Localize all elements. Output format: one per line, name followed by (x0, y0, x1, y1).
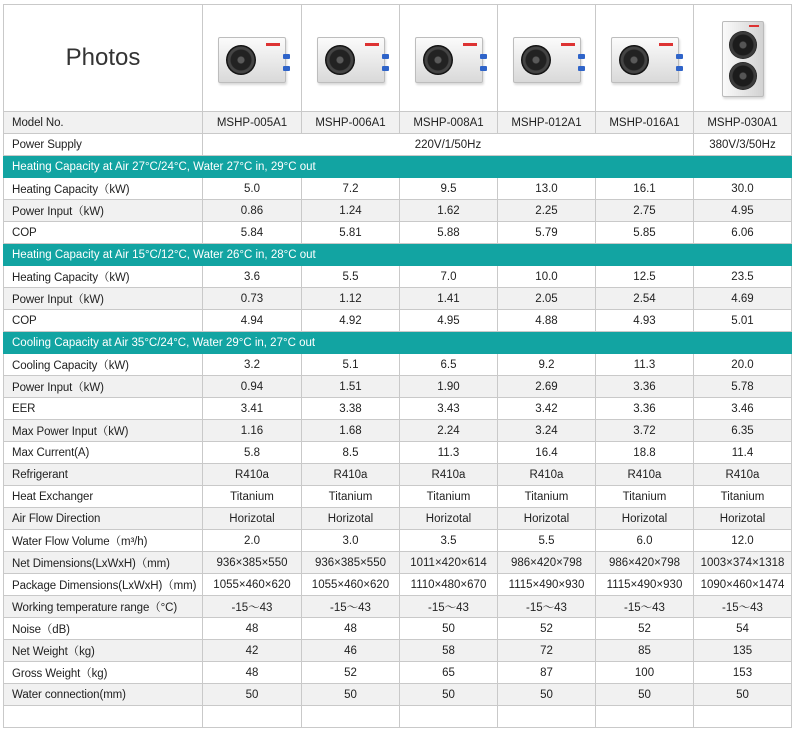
spec-label: Heating Capacity（kW) (4, 178, 203, 200)
spec-value: 4.95 (694, 200, 792, 222)
empty-cell (498, 706, 596, 728)
spec-value: Horizotal (596, 508, 694, 530)
spec-row (4, 376, 792, 398)
spec-value: 87 (498, 662, 596, 684)
spec-value: Titanium (302, 486, 400, 508)
spec-value: 5.84 (203, 222, 302, 244)
power-supply-three-phase: 380V/3/50Hz (694, 134, 792, 156)
spec-value: 23.5 (694, 266, 792, 288)
spec-value: 6.0 (596, 530, 694, 552)
spec-label: Max Power Input（kW) (4, 420, 203, 442)
section-header-row (4, 156, 792, 178)
spec-value: 50 (203, 684, 302, 706)
spec-value: 1090×460×1474 (694, 574, 792, 596)
spec-value: Titanium (400, 486, 498, 508)
section-title: Heating Capacity at Air 27°C/24°C, Water 27°C in, 29°C out (4, 156, 792, 178)
spec-value: 5.78 (694, 376, 792, 398)
spec-label: Working temperature range（°C) (4, 596, 203, 618)
spec-value: 6.06 (694, 222, 792, 244)
heat-pump-unit-icon (611, 37, 679, 83)
spec-value: Titanium (694, 486, 792, 508)
section-title: Heating Capacity at Air 15°C/12°C, Water 26°C in, 28°C out (4, 244, 792, 266)
spec-value: 3.36 (596, 376, 694, 398)
spec-row (4, 420, 792, 442)
spec-value: 65 (400, 662, 498, 684)
model-cell: MSHP-005A1 (203, 112, 302, 134)
spec-row (4, 222, 792, 244)
spec-value: Horizotal (302, 508, 400, 530)
spec-value: 986×420×798 (498, 552, 596, 574)
spec-value: 6.35 (694, 420, 792, 442)
spec-value: 936×385×550 (203, 552, 302, 574)
spec-value: 54 (694, 618, 792, 640)
spec-row (4, 354, 792, 376)
spec-value: 3.43 (400, 398, 498, 420)
model-row (4, 112, 792, 134)
spec-value: 3.36 (596, 398, 694, 420)
spec-value: 13.0 (498, 178, 596, 200)
spec-value: 986×420×798 (596, 552, 694, 574)
spec-value: 5.0 (203, 178, 302, 200)
spec-value: 0.73 (203, 288, 302, 310)
spec-value: 16.4 (498, 442, 596, 464)
power-supply-label: Power Supply (4, 134, 203, 156)
unit-photo-cell (302, 5, 400, 112)
spec-value: 11.3 (596, 354, 694, 376)
spec-value: Titanium (203, 486, 302, 508)
spec-value: 3.0 (302, 530, 400, 552)
unit-photo-cell (596, 5, 694, 112)
spec-value: 18.8 (596, 442, 694, 464)
spec-value: 20.0 (694, 354, 792, 376)
spec-value: 50 (302, 684, 400, 706)
spec-row (4, 178, 792, 200)
spec-label: Package Dimensions(LxWxH)（mm) (4, 574, 203, 596)
empty-cell (302, 706, 400, 728)
spec-value: 85 (596, 640, 694, 662)
unit-photo-cell (400, 5, 498, 112)
heat-pump-unit-icon (317, 37, 385, 83)
spec-value: 9.5 (400, 178, 498, 200)
spec-value: 1115×490×930 (498, 574, 596, 596)
spec-value: 0.86 (203, 200, 302, 222)
spec-value: -15～43 (596, 596, 694, 618)
spec-value: 3.46 (694, 398, 792, 420)
spec-row (4, 574, 792, 596)
spec-value: 1.12 (302, 288, 400, 310)
spec-value: 12.0 (694, 530, 792, 552)
spec-value: 135 (694, 640, 792, 662)
spec-value: 1.68 (302, 420, 400, 442)
heat-pump-unit-icon (218, 37, 286, 83)
section-title: Cooling Capacity at Air 35°C/24°C, Water 29°C in, 27°C out (4, 332, 792, 354)
heat-pump-unit-icon (415, 37, 483, 83)
spec-value: 10.0 (498, 266, 596, 288)
spec-row (4, 442, 792, 464)
spec-value: 1.16 (203, 420, 302, 442)
spec-value: 3.5 (400, 530, 498, 552)
spec-row (4, 266, 792, 288)
spec-value: 4.92 (302, 310, 400, 332)
spec-value: 2.75 (596, 200, 694, 222)
model-cell: MSHP-008A1 (400, 112, 498, 134)
spec-value: 1.62 (400, 200, 498, 222)
spec-value: R410a (694, 464, 792, 486)
spec-value: 50 (498, 684, 596, 706)
spec-value: 30.0 (694, 178, 792, 200)
spec-value: 5.85 (596, 222, 694, 244)
spec-value: 2.05 (498, 288, 596, 310)
spec-value: 52 (498, 618, 596, 640)
empty-cell (4, 706, 203, 728)
spec-value: 9.2 (498, 354, 596, 376)
spec-row (4, 310, 792, 332)
spec-value: 5.5 (498, 530, 596, 552)
empty-row (4, 706, 792, 728)
spec-row (4, 552, 792, 574)
spec-value: 4.69 (694, 288, 792, 310)
spec-value: 1.41 (400, 288, 498, 310)
spec-label: Net Weight（kg) (4, 640, 203, 662)
spec-value: 8.5 (302, 442, 400, 464)
spec-value: 1.51 (302, 376, 400, 398)
spec-value: 5.5 (302, 266, 400, 288)
spec-value: 2.25 (498, 200, 596, 222)
spec-value: Titanium (596, 486, 694, 508)
spec-value: 58 (400, 640, 498, 662)
spec-label: Cooling Capacity（kW) (4, 354, 203, 376)
spec-value: 1055×460×620 (203, 574, 302, 596)
spec-value: 3.72 (596, 420, 694, 442)
spec-value: R410a (596, 464, 694, 486)
spec-label: Refrigerant (4, 464, 203, 486)
spec-value: 3.38 (302, 398, 400, 420)
spec-value: 11.4 (694, 442, 792, 464)
spec-value: 1.24 (302, 200, 400, 222)
spec-value: 0.94 (203, 376, 302, 398)
spec-value: 1.90 (400, 376, 498, 398)
model-cell: MSHP-030A1 (694, 112, 792, 134)
spec-value: 48 (302, 618, 400, 640)
spec-value: 72 (498, 640, 596, 662)
spec-value: Horizotal (694, 508, 792, 530)
spec-row (4, 288, 792, 310)
spec-value: 52 (302, 662, 400, 684)
model-cell: MSHP-016A1 (596, 112, 694, 134)
model-label: Model No. (4, 112, 203, 134)
spec-label: COP (4, 222, 203, 244)
empty-cell (694, 706, 792, 728)
spec-value: 7.0 (400, 266, 498, 288)
spec-row (4, 508, 792, 530)
spec-value: 52 (596, 618, 694, 640)
spec-label: Power Input（kW) (4, 288, 203, 310)
spec-value: 50 (400, 618, 498, 640)
spec-value: 3.42 (498, 398, 596, 420)
spec-value: 1110×480×670 (400, 574, 498, 596)
unit-photo-cell (203, 5, 302, 112)
unit-photo-cell (498, 5, 596, 112)
spec-label: Power Input（kW) (4, 376, 203, 398)
spec-row (4, 398, 792, 420)
spec-value: 3.41 (203, 398, 302, 420)
spec-label: Power Input（kW) (4, 200, 203, 222)
spec-value: Horizotal (203, 508, 302, 530)
spec-row (4, 596, 792, 618)
photos-label: Photos (4, 5, 203, 112)
spec-value: 3.2 (203, 354, 302, 376)
spec-value: 50 (400, 684, 498, 706)
spec-value: 4.88 (498, 310, 596, 332)
spec-label: Water Flow Volume（m³/h) (4, 530, 203, 552)
spec-value: 48 (203, 662, 302, 684)
spec-value: 16.1 (596, 178, 694, 200)
spec-label: EER (4, 398, 203, 420)
spec-label: Net Dimensions(LxWxH)（mm) (4, 552, 203, 574)
spec-label: Max Current(A) (4, 442, 203, 464)
spec-value: 5.79 (498, 222, 596, 244)
spec-value: 50 (596, 684, 694, 706)
spec-value: 2.0 (203, 530, 302, 552)
spec-value: 2.69 (498, 376, 596, 398)
spec-value: 5.8 (203, 442, 302, 464)
empty-cell (203, 706, 302, 728)
spec-value: 1055×460×620 (302, 574, 400, 596)
power-supply-single-phase: 220V/1/50Hz (203, 134, 694, 156)
spec-value: -15～43 (203, 596, 302, 618)
photos-row (4, 5, 792, 112)
spec-row (4, 662, 792, 684)
spec-value: 5.1 (302, 354, 400, 376)
spec-row (4, 684, 792, 706)
spec-value: 48 (203, 618, 302, 640)
spec-value: 5.01 (694, 310, 792, 332)
spec-value: R410a (498, 464, 596, 486)
spec-value: 50 (694, 684, 792, 706)
spec-value: 5.81 (302, 222, 400, 244)
spec-value: 936×385×550 (302, 552, 400, 574)
spec-value: 4.95 (400, 310, 498, 332)
spec-label: Heating Capacity（kW) (4, 266, 203, 288)
spec-value: 6.5 (400, 354, 498, 376)
spec-row (4, 530, 792, 552)
spec-row (4, 486, 792, 508)
empty-cell (596, 706, 694, 728)
section-header-row (4, 332, 792, 354)
spec-value: 2.24 (400, 420, 498, 442)
unit-photo-cell (694, 5, 792, 112)
heat-pump-unit-icon (513, 37, 581, 83)
spec-value: 1115×490×930 (596, 574, 694, 596)
spec-value: Horizotal (400, 508, 498, 530)
spec-label: COP (4, 310, 203, 332)
spec-value: R410a (203, 464, 302, 486)
empty-cell (400, 706, 498, 728)
spec-value: Titanium (498, 486, 596, 508)
model-cell: MSHP-006A1 (302, 112, 400, 134)
spec-value: 4.94 (203, 310, 302, 332)
spec-table (3, 4, 792, 728)
spec-label: Heat Exchanger (4, 486, 203, 508)
spec-row (4, 640, 792, 662)
spec-value: 1011×420×614 (400, 552, 498, 574)
spec-value: -15～43 (498, 596, 596, 618)
spec-value: 3.6 (203, 266, 302, 288)
spec-value: R410a (302, 464, 400, 486)
model-cell: MSHP-012A1 (498, 112, 596, 134)
spec-value: 100 (596, 662, 694, 684)
spec-row (4, 464, 792, 486)
spec-value: 153 (694, 662, 792, 684)
spec-value: Horizotal (498, 508, 596, 530)
spec-value: -15～43 (400, 596, 498, 618)
spec-value: 12.5 (596, 266, 694, 288)
power-supply-row (4, 134, 792, 156)
section-header-row (4, 244, 792, 266)
spec-label: Noise（dB) (4, 618, 203, 640)
spec-row (4, 200, 792, 222)
vertical-heat-pump-unit-icon (722, 21, 764, 97)
spec-value: 11.3 (400, 442, 498, 464)
spec-label: Water connection(mm) (4, 684, 203, 706)
spec-value: -15～43 (302, 596, 400, 618)
spec-value: 7.2 (302, 178, 400, 200)
spec-value: R410a (400, 464, 498, 486)
spec-label: Gross Weight（kg) (4, 662, 203, 684)
spec-value: 46 (302, 640, 400, 662)
spec-value: 42 (203, 640, 302, 662)
spec-row (4, 618, 792, 640)
spec-value: 2.54 (596, 288, 694, 310)
spec-value: -15～43 (694, 596, 792, 618)
spec-label: Air Flow Direction (4, 508, 203, 530)
spec-value: 1003×374×1318 (694, 552, 792, 574)
spec-value: 3.24 (498, 420, 596, 442)
spec-value: 4.93 (596, 310, 694, 332)
spec-value: 5.88 (400, 222, 498, 244)
